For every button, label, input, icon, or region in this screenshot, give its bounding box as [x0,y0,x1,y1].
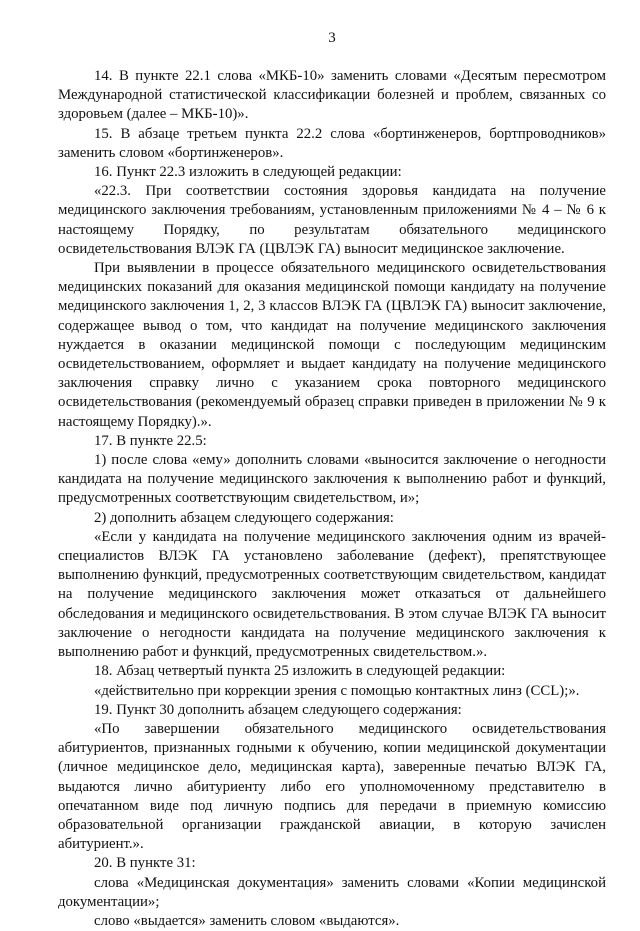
paragraph-16: 16. Пункт 22.3 изложить в следующей редакции: [94,164,402,181]
paragraph-17-item-2: 2) дополнить абзацем следующего содержания: [94,509,394,526]
paragraph-20-item-1: слова «Медицинская документация» заменить словами «Копии медицинской документации»; [58,874,606,910]
paragraph-17-quote: «Если у кандидата на получение медицинского заключения одним из врачей-специалистов ВЛЭК ГА установлено заболевание (дефект), препятствующее выполнению функций, предусмотренных соответствующим свидетельством, кандидат на получение медицинского заключения может отказаться от дальнейшего обследования и медицинского освидетельствования. В этом случае ВЛЭК ГА выносит заключение о негодности кандидата на получение медицинского заключения к выполнению работ и функций, предусмотренных свидетельством.». [58,528,606,661]
paragraph-18: 18. Абзац четвертый пункта 25 изложить в следующей редакции: [94,663,506,680]
paragraph-19-quote: «По завершении обязательного медицинского освидетельствования абитуриентов, признанных годными к обучению, копии медицинской документации (личное медицинское дело, медицинская карта), заверенные печатью ВЛЭК ГА, выдаются лично абитуриенту либо его уполномоченному представителю в опечатанном виде под личную подпись для передачи в приемную комиссию образовательной организации гражданской авиации, в которую зачислен абитуриент.». [58,720,606,853]
paragraph-17-item-1: 1) после слова «ему» дополнить словами «выносится заключение о негодности кандидата на получение медицинского заключения к выполнению работ и функций, предусмотренных соответствующим свидетельством, и»; [58,452,606,507]
paragraph-18-quote: «действительно при коррекции зрения с помощью контактных линз (CCL);». [94,682,580,699]
paragraph-14: 14. В пункте 22.1 слова «МКБ-10» заменить словами «Десятым пересмотром Международной статистической классификации болезней и проблем, связанных со здоровьем (далее – МКБ-10)». [58,68,606,123]
paragraph-20: 20. В пункте 31: [94,855,196,872]
paragraph-19: 19. Пункт 30 дополнить абзацем следующего содержания: [94,701,462,718]
paragraph-22-3: «22.3. При соответствии состояния здоровья кандидата на получение медицинского заключения требованиям, установленным приложениями № 4 – № 6 к настоящему Порядку, по результатам обязательного медицинского освидетельствования ВЛЭК ГА (ЦВЛЭК ГА) выносит медицинское заключение. [58,183,606,257]
paragraph-15: 15. В абзаце третьем пункта 22.2 слова «бортинженеров, бортпроводников» заменить словом «бортинженеров». [58,125,606,161]
paragraph-17: 17. В пункте 22.5: [94,432,207,449]
paragraph-22-3-second: При выявлении в процессе обязательного медицинского освидетельствования медицинских показаний для оказания медицинской помощи кандидату на получение медицинского заключения 1, 2, 3 классов ВЛЭК ГА (ЦВЛЭК ГА) выносит заключение, содержащее вывод о том, что кандидат на получение медицинского заключения нуждается в оказании медицинской помощи с последующим медицинским освидетельствованием, оформляет и выдает кандидату на получение медицинского заключения справку лично с указанием срока повторного медицинского освидетельствования (рекомендуемый образец справки приведен в приложении № 9 к настоящему Порядку).». [58,260,606,430]
page-number: 3 [328,30,336,46]
paragraph-20-item-2: слово «выдается» заменить словом «выдаются». [94,912,400,929]
